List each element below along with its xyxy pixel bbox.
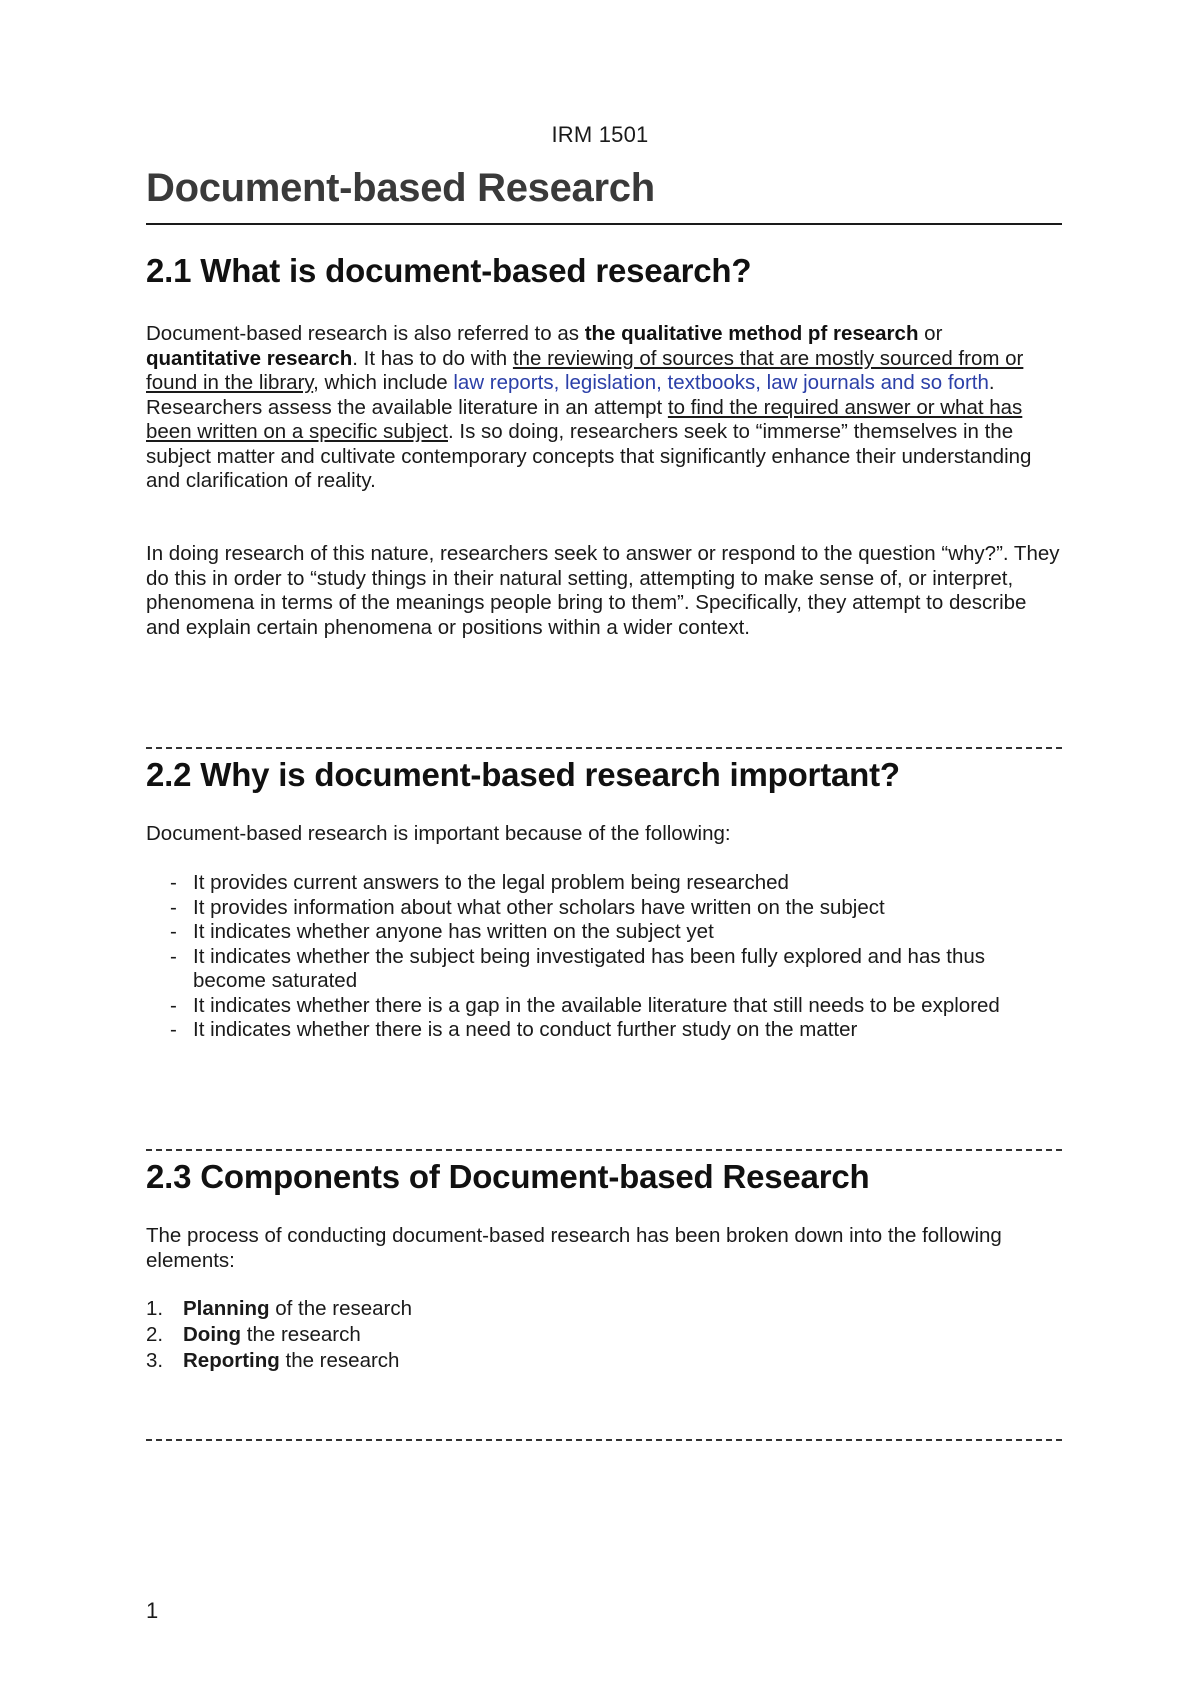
component-rest: of the research	[269, 1297, 413, 1320]
section-2-2-intro: Document-based research is important because of the following:	[146, 822, 731, 845]
component-name: Reporting	[183, 1349, 280, 1372]
section-2-1-paragraph-1	[146, 322, 1062, 494]
dash-bullet: -	[170, 895, 177, 919]
list-item	[168, 1018, 1048, 1043]
text-run: or	[918, 322, 943, 345]
component-name: Planning	[183, 1297, 270, 1320]
list-item-text: It indicates whether anyone has written on the subject yet	[193, 920, 714, 943]
list-number: 1.	[146, 1297, 164, 1320]
document-title: Document-based Research	[146, 166, 655, 210]
text-run: . It has to do with	[352, 346, 513, 370]
list-item-text: It indicates whether there is a need to conduct further study on the matter	[193, 1018, 858, 1041]
section-heading-2-2: 2.2 Why is document-based research important?	[146, 756, 900, 793]
component-rest: the research	[279, 1349, 400, 1372]
list-item-text: It provides information about what other scholars have written on the subject	[193, 895, 885, 919]
list-item	[168, 920, 1048, 945]
section-2-3-intro: The process of conducting document-based research has been broken down into the following elements:	[146, 1224, 1002, 1272]
underlined-phrase-find-answer: to find the required answer or what has been written on a specific subject	[146, 395, 1023, 443]
dash-bullet: -	[170, 944, 177, 968]
component-name: Doing	[183, 1323, 242, 1346]
page-number: 1	[146, 1598, 159, 1623]
dash-bullet: -	[170, 871, 177, 894]
section-heading-2-1: 2.1 What is document-based research?	[146, 252, 752, 289]
list-item	[146, 1322, 1026, 1348]
importance-list	[168, 871, 1048, 1043]
course-code-header: IRM 1501	[551, 122, 649, 147]
blue-phrase-source-types: law reports, legislation, textbooks, law journals and so forth	[453, 371, 989, 394]
dash-bullet: -	[170, 993, 177, 1017]
bold-term-quantitative: quantitative research	[146, 346, 353, 370]
section-heading-2-3: 2.3 Components of Document-based Research	[146, 1158, 870, 1195]
list-item	[168, 871, 1048, 896]
components-list	[146, 1296, 1026, 1374]
list-number: 3.	[146, 1349, 164, 1372]
text-run: . Researchers assess the available literature in an attempt	[146, 371, 995, 419]
text-run: Document-based research is also referred to as	[146, 322, 585, 345]
section-divider	[146, 1439, 1062, 1441]
list-item	[146, 1296, 1026, 1322]
list-item-text: It indicates whether the subject being investigated has been fully explored and has thus become saturated	[193, 944, 986, 992]
list-item	[146, 1348, 1026, 1374]
underlined-phrase-reviewing-sources: the reviewing of sources that are mostly sourced from or found in the library	[146, 346, 1024, 394]
list-number: 2.	[146, 1323, 164, 1346]
dash-bullet: -	[170, 1018, 177, 1041]
list-item-text: It indicates whether there is a gap in the available literature that still needs to be explored	[193, 993, 1000, 1017]
dash-bullet: -	[170, 920, 177, 943]
list-item	[168, 945, 1048, 994]
title-rule	[146, 223, 1062, 225]
list-item-text: It provides current answers to the legal problem being researched	[193, 871, 789, 894]
list-item	[168, 896, 1048, 921]
section-divider	[146, 747, 1062, 749]
text-run: . Is so doing, researchers seek to “immerse” themselves in the subject matter and cultivate contemporary concepts that significantly enhance their understanding and clarification of reality.	[146, 420, 1032, 492]
section-divider	[146, 1149, 1062, 1151]
list-item	[168, 994, 1048, 1019]
component-rest: the research	[241, 1323, 361, 1346]
text-run: , which include	[313, 371, 454, 394]
bold-term-qualitative: the qualitative method pf research	[584, 322, 919, 345]
section-2-1-paragraph-2: In doing research of this nature, researchers seek to answer or respond to the question “why?”. They do this in order to “study things in their natural setting, attempting to make sense of, or interpret, phenomena in terms of the meanings people bring to them”. Specifically, they attempt to describe and explain certain phenomena or positions within a wider context.	[146, 542, 1060, 639]
